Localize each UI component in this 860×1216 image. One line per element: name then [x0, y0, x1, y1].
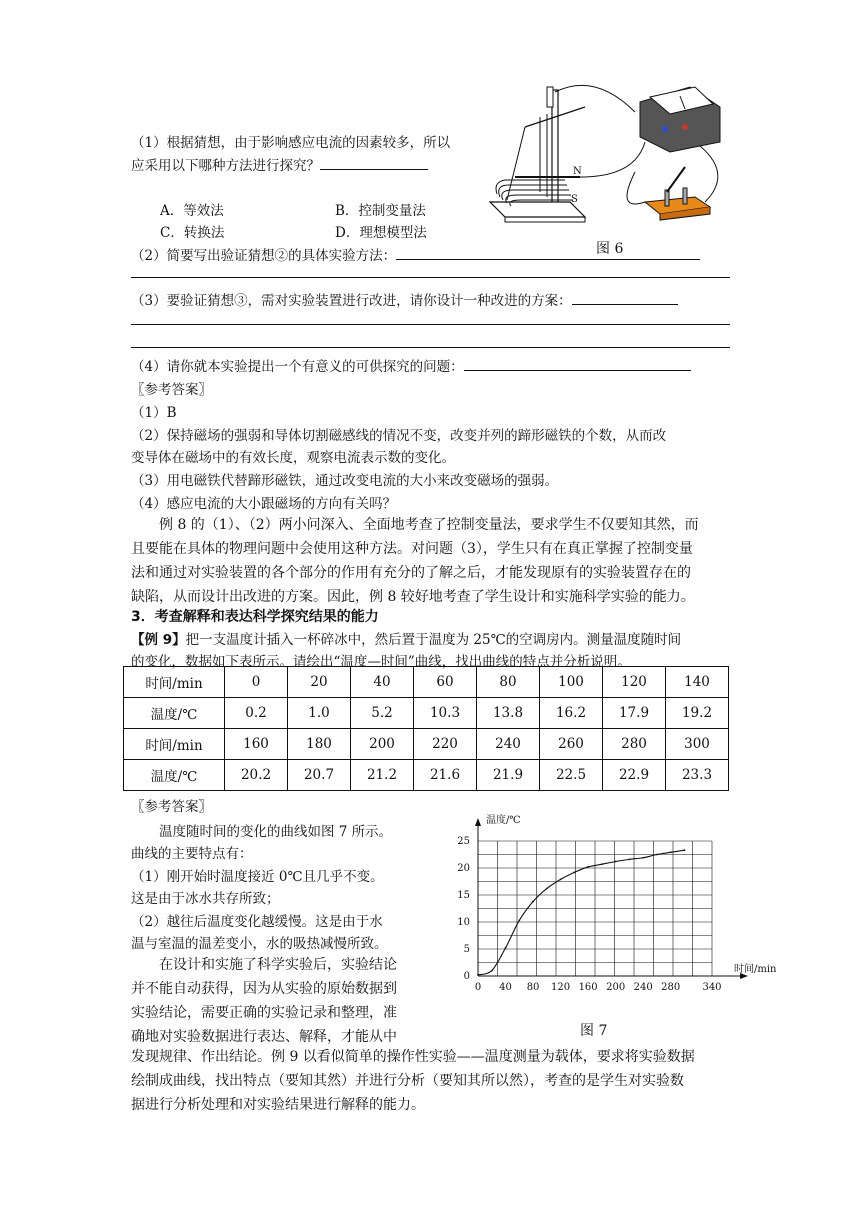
data-point — [546, 888, 548, 890]
question-1-line1: （1）根据猜想，由于影响感应电流的因素较多，所以 — [131, 135, 451, 151]
label-s: S — [571, 194, 578, 205]
table-header-cell: 时间/min — [124, 729, 225, 760]
x-tick-label: 160 — [578, 982, 598, 993]
x-tick-label: 340 — [702, 982, 722, 993]
option-b: B．控制变量法 — [335, 203, 426, 219]
question-4 — [131, 355, 691, 375]
option-c: C．转换法 — [160, 225, 225, 241]
example-9-line1 — [131, 628, 681, 648]
table-cell: 22.5 — [540, 760, 603, 791]
x-tick-label: 40 — [499, 982, 512, 993]
example-9-line2: 的变化，数据如下表所示。请绘出“温度—时间”曲线，找出曲线的特点并分析说明。 — [131, 654, 631, 670]
table-cell: 13.8 — [477, 698, 540, 729]
table-cell: 21.2 — [351, 760, 414, 791]
table-cell: 23.3 — [666, 760, 729, 791]
final-line: 发现规律、作出结论。例 9 以看似简单的操作性实验——温度测量为载体，要求将实验数据 — [131, 1049, 695, 1065]
answer-9-line: （2）越往后温度变化越缓慢。这是由于水 — [131, 914, 383, 930]
apparatus-figure — [485, 82, 735, 242]
example-9-label: 【例 9】 — [131, 632, 186, 648]
table-cell: 1.0 — [288, 698, 351, 729]
table-cell: 60 — [414, 667, 477, 698]
table-cell: 0 — [225, 667, 288, 698]
y-tick-label: 15 — [457, 890, 470, 901]
table-header-cell: 温度/℃ — [124, 760, 225, 791]
y-tick-label: 5 — [463, 944, 470, 955]
answer-9-line: 在设计和实施了科学实验后，实验结论 — [159, 957, 397, 973]
answer-blank[interactable] — [572, 290, 678, 305]
data-point — [656, 854, 658, 856]
y-axis-arrow-icon — [475, 818, 481, 826]
table-cell: 10.3 — [414, 698, 477, 729]
table-header-cell: 时间/min — [124, 667, 225, 698]
table-cell: 21.6 — [414, 760, 477, 791]
table-cell: 100 — [540, 667, 603, 698]
table-cell: 120 — [603, 667, 666, 698]
answer-9-line: 实验结论，需要正确的实验记录和整理，准 — [131, 1005, 397, 1021]
data-point — [587, 866, 589, 868]
example-9-text: 把一支温度计插入一杯碎冰中，然后置于温度为 25℃的空调房内。测量温度随时间 — [185, 632, 682, 648]
question-4-text: （4）请你就本实验提出一个有意义的可供探究的问题： — [131, 359, 464, 375]
table-cell: 240 — [477, 729, 540, 760]
answer-blank[interactable] — [396, 245, 700, 260]
table-cell: 80 — [477, 667, 540, 698]
x-tick-label: 120 — [551, 982, 571, 993]
table-cell: 16.2 — [540, 698, 603, 729]
answer-blank[interactable] — [464, 356, 691, 371]
table-cell: 160 — [225, 729, 288, 760]
data-point — [615, 861, 617, 863]
answer-9-line: 温度随时间的变化的曲线如图 7 所示。 — [159, 824, 393, 840]
figure-7-caption: 图 7 — [580, 1023, 608, 1039]
y-tick-label: 0 — [463, 971, 470, 982]
galvanometer-icon — [640, 87, 720, 152]
data-point — [491, 970, 493, 972]
answer-1: （1）B — [131, 405, 177, 421]
question-1-line2 — [131, 154, 428, 174]
x-tick-label: 80 — [526, 982, 540, 993]
table-row — [124, 760, 729, 791]
data-point — [670, 851, 672, 853]
answer-heading: 〖参考答案〗 — [131, 382, 212, 398]
answer-blank[interactable] — [320, 155, 428, 170]
data-point — [573, 871, 575, 873]
data-point — [642, 857, 644, 859]
answer-9-line: 温与室温的温差变小，水的吸热减慢所致。 — [131, 936, 388, 952]
answer-9-heading: 〖参考答案〗 — [131, 799, 212, 815]
answer-2-line1: （2）保持磁场的强弱和导体切割磁感线的情况不变，改变并列的蹄形磁铁的个数，从而改 — [131, 428, 667, 444]
x-axis-label: 时间/min — [734, 964, 777, 975]
temperature-table — [123, 666, 729, 791]
data-point — [560, 878, 562, 880]
figure-6-caption: 图 6 — [596, 241, 624, 257]
table-row — [124, 729, 729, 760]
table-cell: 140 — [666, 667, 729, 698]
data-point — [477, 974, 479, 976]
analysis-line: 缺陷，从而设计出改进的方案。因此，例 8 较好地考查了学生设计和实施科学实验的能力。 — [131, 589, 695, 605]
y-tick-label: 20 — [457, 863, 470, 874]
option-d: D．理想模型法 — [335, 225, 427, 241]
table-cell: 17.9 — [603, 698, 666, 729]
answer-3: （3）用电磁铁代替蹄形磁铁，通过改变电流的大小来改变磁场的强弱。 — [131, 473, 559, 489]
answer-line[interactable] — [131, 324, 730, 325]
option-a: A．等效法 — [160, 203, 224, 219]
answer-9-line: 这是由于冰水共存所致； — [131, 891, 280, 907]
analysis-line: 且要能在具体的物理问题中会使用这种方法。对问题（3），学生只有在真正掌握了控制变量 — [131, 541, 693, 557]
x-tick-label: 0 — [474, 982, 482, 993]
y-tick-label: 25 — [457, 836, 470, 847]
table-cell: 20.7 — [288, 760, 351, 791]
answer-4: （4）感应电流的大小跟磁场的方向有关吗？ — [131, 496, 397, 512]
table-cell: 21.9 — [477, 760, 540, 791]
question-3 — [131, 289, 678, 309]
table-cell: 5.2 — [351, 698, 414, 729]
data-point — [629, 858, 631, 860]
table-cell: 20 — [288, 667, 351, 698]
table-cell: 260 — [540, 729, 603, 760]
table-row — [124, 698, 729, 729]
table-cell: 20.2 — [225, 760, 288, 791]
data-point — [684, 849, 686, 851]
y-axis-label: 温度/℃ — [486, 815, 521, 826]
table-cell: 40 — [351, 667, 414, 698]
question-2-text: （2）简要写出验证猜想②的具体实验方法： — [131, 248, 397, 264]
table-cell: 200 — [351, 729, 414, 760]
final-line: 绘制成曲线，找出特点（要知其然）并进行分析（要知其所以然），考查的是学生对实验数 — [131, 1073, 684, 1089]
data-point — [505, 947, 507, 949]
answer-9-line: 确地对实验数据进行表达、解释，才能从中 — [131, 1029, 397, 1045]
table-header-cell: 温度/℃ — [124, 698, 225, 729]
answer-2-line2: 变导体在磁场中的有效长度，观察电流表示数的变化。 — [131, 450, 455, 466]
table-cell: 300 — [666, 729, 729, 760]
table-cell: 19.2 — [666, 698, 729, 729]
table-cell: 22.9 — [603, 760, 666, 791]
data-point — [518, 919, 520, 921]
switch-icon — [645, 167, 710, 220]
label-n: N — [573, 166, 582, 177]
data-point — [532, 901, 534, 903]
answer-line[interactable] — [131, 347, 730, 348]
section-heading: 3．考查解释和表达科学探究结果的能力 — [131, 609, 379, 625]
analysis-line: 例 8 的（1）、（2）两小问深入、全面地考查了控制变量法，要求学生不仅要知其然，而 — [159, 517, 699, 533]
table-cell: 280 — [603, 729, 666, 760]
question-3-text: （3）要验证猜想③，需对实验装置进行改进，请你设计一种改进的方案： — [131, 293, 572, 309]
analysis-line: 法和通过对实验装置的各个部分的作用有充分的了解之后，才能发现原有的实验装置存在的 — [131, 565, 691, 581]
x-tick-label: 240 — [633, 982, 653, 993]
answer-9-line: （1）刚开始时温度接近 0℃且几乎不变。 — [131, 869, 384, 885]
x-tick-label: 200 — [606, 982, 626, 993]
question-2 — [131, 244, 700, 264]
temperature-time-chart — [452, 815, 777, 996]
answer-9-line: 曲线的主要特点有： — [131, 846, 253, 862]
question-1-text: 应采用以下哪种方法进行探究？ — [131, 158, 320, 174]
y-tick-label: 10 — [457, 917, 470, 928]
final-line: 据进行分析处理和对实验结果进行解释的能力。 — [131, 1097, 425, 1113]
data-point — [601, 863, 603, 865]
x-tick-label: 280 — [661, 982, 681, 993]
table-cell: 0.2 — [225, 698, 288, 729]
answer-line[interactable] — [131, 277, 730, 278]
table-cell: 220 — [414, 729, 477, 760]
table-cell: 180 — [288, 729, 351, 760]
table-row — [124, 667, 729, 698]
answer-9-line: 并不能自动获得，因为从实验的原始数据到 — [131, 981, 397, 997]
